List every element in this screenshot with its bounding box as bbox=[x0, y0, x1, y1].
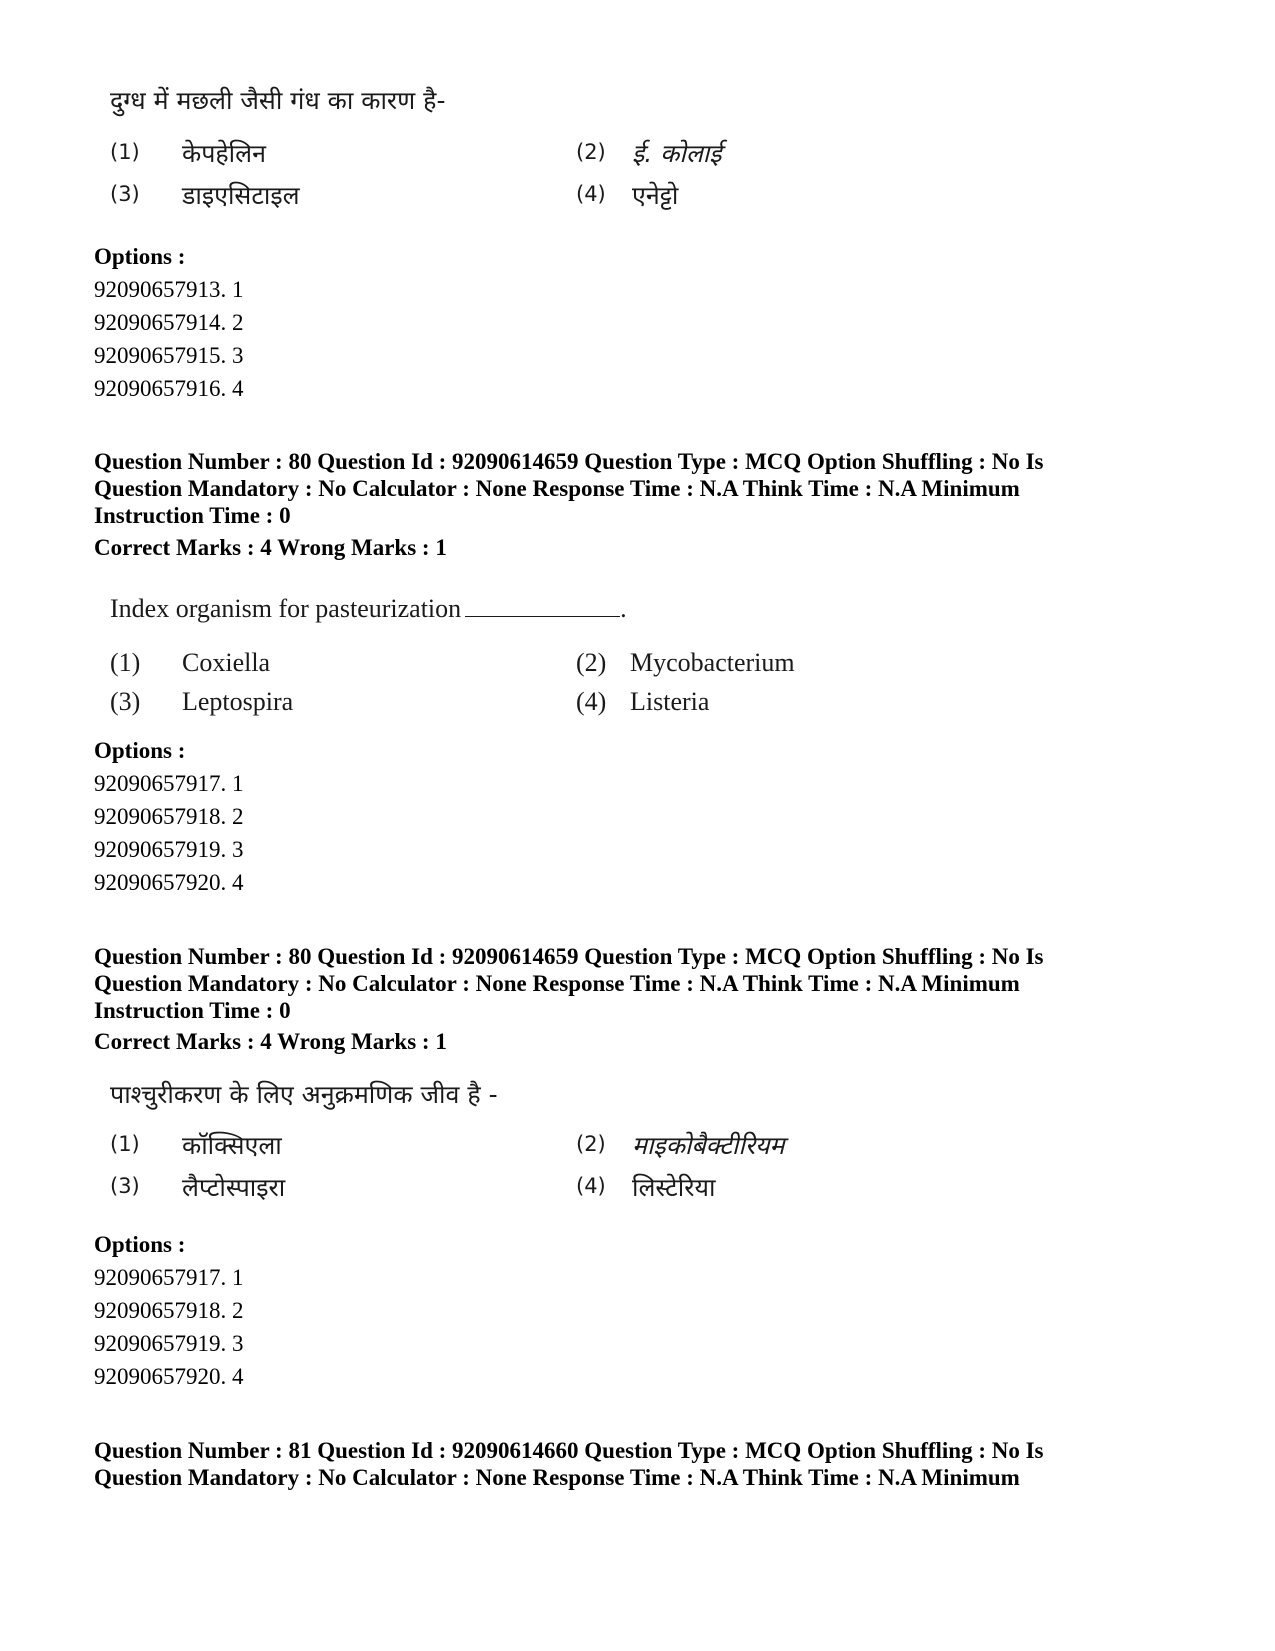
options-heading: Options : bbox=[94, 244, 186, 269]
option-text: लैप्टोस्पाइरा bbox=[182, 1173, 286, 1202]
option-id: 92090657920. 4 bbox=[94, 1364, 244, 1389]
options-heading: Options : bbox=[94, 1232, 186, 1257]
option-id: 92090657917. 1 bbox=[94, 1265, 244, 1290]
metadata-line: Question Mandatory : No Calculator : None Response Time : N.A Think Time : N.A Minimum bbox=[94, 971, 1020, 996]
question-stem-text: Index organism for pasteurization bbox=[110, 594, 462, 623]
option-number: (4) bbox=[576, 1174, 606, 1198]
option-id: 92090657920. 4 bbox=[94, 870, 244, 895]
question-stem: पाश्चुरीकरण के लिए अनुक्रमणिक जीव है - bbox=[110, 1080, 498, 1109]
option-id: 92090657919. 3 bbox=[94, 1331, 244, 1356]
option-number: (3) bbox=[110, 687, 141, 716]
metadata-line: Question Mandatory : No Calculator : None Response Time : N.A Think Time : N.A Minimum bbox=[94, 1465, 1020, 1490]
question-metadata bbox=[94, 448, 1094, 529]
option-text: केपहेलिन bbox=[182, 139, 266, 168]
marks-info: Correct Marks : 4 Wrong Marks : 1 bbox=[94, 535, 447, 560]
option-text: लिस्टेरिया bbox=[632, 1173, 716, 1202]
option-id: 92090657913. 1 bbox=[94, 277, 244, 302]
question-stem-end: . bbox=[620, 594, 627, 623]
option-text: माइकोबैक्टीरियम bbox=[632, 1131, 785, 1160]
question-metadata bbox=[94, 943, 1094, 1024]
question-stem bbox=[110, 594, 627, 624]
metadata-line: Instruction Time : 0 bbox=[94, 503, 291, 528]
option-number: (2) bbox=[576, 140, 606, 164]
question-image-80-hindi bbox=[110, 1075, 1110, 1215]
metadata-line: Question Number : 80 Question Id : 92090614659 Question Type : MCQ Option Shuffling : No Is bbox=[94, 449, 1044, 474]
marks-info: Correct Marks : 4 Wrong Marks : 1 bbox=[94, 1029, 447, 1054]
option-id: 92090657914. 2 bbox=[94, 310, 244, 335]
option-id: 92090657916. 4 bbox=[94, 376, 244, 401]
question-metadata bbox=[94, 1437, 1094, 1491]
option-id: 92090657917. 1 bbox=[94, 771, 244, 796]
option-text: Coxiella bbox=[182, 648, 271, 677]
option-number: (1) bbox=[110, 140, 140, 164]
option-number: (2) bbox=[576, 648, 607, 677]
option-number: (3) bbox=[110, 182, 140, 206]
option-text: एनेट्टो bbox=[632, 181, 679, 210]
answer-blank bbox=[465, 596, 620, 617]
metadata-line: Question Number : 81 Question Id : 92090614660 Question Type : MCQ Option Shuffling : No Is bbox=[94, 1438, 1044, 1463]
option-text: डाइएसिटाइल bbox=[182, 181, 300, 210]
metadata-line: Instruction Time : 0 bbox=[94, 998, 291, 1023]
option-number: (1) bbox=[110, 648, 141, 677]
option-id: 92090657918. 2 bbox=[94, 804, 244, 829]
option-number: (4) bbox=[576, 687, 607, 716]
option-id: 92090657918. 2 bbox=[94, 1298, 244, 1323]
option-text: ई. कोलाई bbox=[632, 139, 722, 168]
option-text: Mycobacterium bbox=[630, 648, 795, 677]
option-number: (3) bbox=[110, 1174, 140, 1198]
option-number: (2) bbox=[576, 1132, 606, 1156]
option-number: (4) bbox=[576, 182, 606, 206]
option-text: Leptospira bbox=[182, 687, 294, 716]
question-image-80-english bbox=[110, 592, 1110, 722]
option-id: 92090657919. 3 bbox=[94, 837, 244, 862]
question-image-79-hindi bbox=[110, 80, 1110, 220]
metadata-line: Question Mandatory : No Calculator : None Response Time : N.A Think Time : N.A Minimum bbox=[94, 476, 1020, 501]
metadata-line: Question Number : 80 Question Id : 92090614659 Question Type : MCQ Option Shuffling : No Is bbox=[94, 944, 1044, 969]
option-text: Listeria bbox=[630, 687, 710, 716]
option-text: कॉक्सिएला bbox=[182, 1131, 282, 1160]
question-stem: दुग्ध में मछली जैसी गंध का कारण है- bbox=[110, 86, 446, 115]
options-heading: Options : bbox=[94, 738, 186, 763]
option-number: (1) bbox=[110, 1132, 140, 1156]
option-id: 92090657915. 3 bbox=[94, 343, 244, 368]
